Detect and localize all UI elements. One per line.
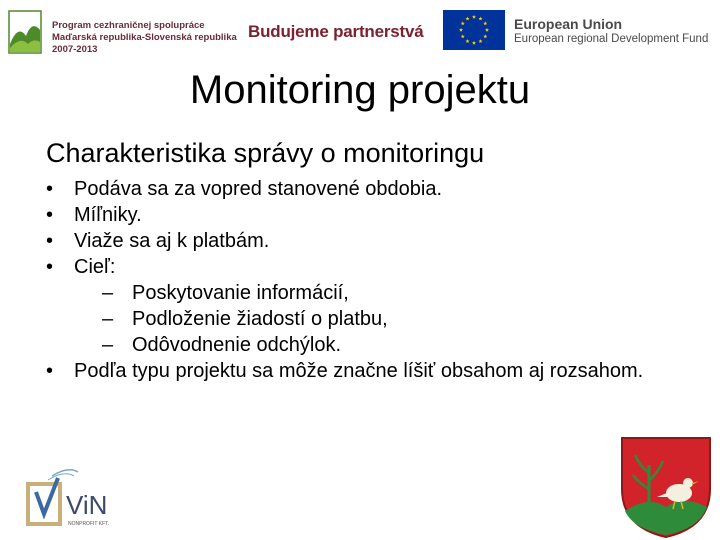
bullet-text: Míľniky. [74, 204, 142, 226]
vin-wave-icon [52, 470, 78, 476]
bullet-dot: • [46, 360, 54, 382]
sub-bullet-text: Odôvodnenie odchýlok. [132, 334, 342, 356]
bullet-item [46, 228, 656, 254]
vin-wave-icon [48, 474, 74, 480]
sub-bullet-item [74, 332, 656, 358]
vin-logo-text: ViN [66, 490, 108, 520]
bullet-item [46, 254, 656, 358]
header-banner [0, 0, 720, 62]
program-line: 2007-2013 [52, 44, 98, 55]
bullet-text: Podáva sa za vopred stanovené obdobia. [74, 178, 443, 200]
sub-bullet-list [74, 280, 656, 358]
sub-bullet-item [74, 306, 656, 332]
bullet-dot: • [46, 204, 54, 226]
bullet-text: Cieľ: [74, 256, 116, 278]
sub-bullet-dash: – [102, 282, 114, 304]
bullet-dot: • [46, 230, 54, 252]
program-text [52, 20, 237, 56]
bullet-text: Podľa typu projektu sa môže značne líšiť obsahom aj rozsahom. [74, 360, 644, 382]
sub-bullet-text: Podloženie žiadostí o platbu, [132, 308, 388, 330]
bullet-dot: • [46, 178, 54, 200]
sub-bullet-dash: – [102, 334, 114, 356]
eu-flag-icon [443, 10, 505, 50]
bullet-text: Viaže sa aj k platbám. [74, 230, 270, 252]
sub-bullet-text: Poskytovanie informácií, [132, 282, 349, 304]
slide-title: Monitoring projektu [189, 68, 531, 112]
eu-title: European Union [514, 16, 623, 32]
sub-bullet-item [74, 280, 656, 306]
eu-subtitle: European regional Development Fund [514, 33, 709, 45]
program-line: Program cezhraničnej spolupráce [52, 20, 205, 31]
vin-logo-subtext: NONPROFIT KFT. [68, 521, 110, 527]
bullet-dot: • [46, 256, 54, 278]
bullet-item [46, 202, 656, 228]
slide-subtitle: Charakteristika správy o monitoringu [46, 138, 485, 168]
program-emblem-icon [8, 10, 42, 54]
partnership-label: Budujeme partnerstvá [248, 22, 424, 41]
sub-bullet-dash: – [102, 308, 114, 330]
eu-label [514, 16, 708, 46]
coat-of-arms-icon [619, 435, 713, 539]
program-logo [8, 8, 240, 56]
bullet-list [46, 176, 656, 384]
vin-logo [24, 466, 148, 530]
bullet-item [46, 358, 656, 384]
bullet-item [46, 176, 656, 202]
program-line: Maďarská republika-Slovenská republika [52, 32, 237, 43]
